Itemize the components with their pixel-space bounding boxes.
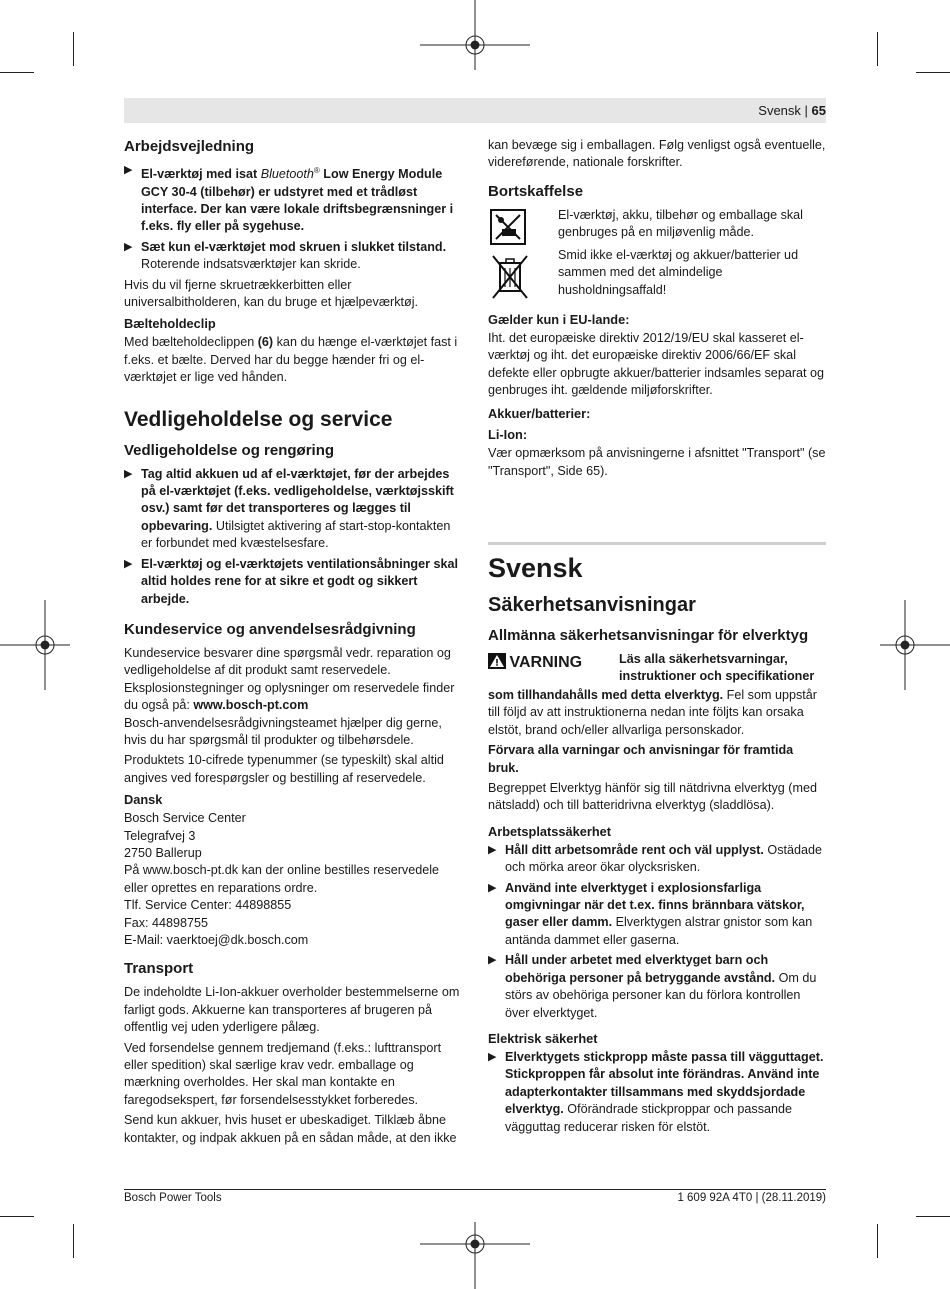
- subheading: Dansk: [124, 792, 163, 808]
- footer-brand: Bosch Power Tools: [124, 1192, 222, 1204]
- left-column: [124, 137, 460, 1150]
- crop-mark: [0, 1216, 34, 1217]
- footer-docnumber: 1 609 92A 4T0 | (28.11.2019): [677, 1192, 826, 1204]
- recycle-symbol-icon: [490, 209, 526, 245]
- page-label: Svensk: [758, 103, 801, 118]
- page-number: 65: [811, 103, 826, 118]
- bullet-triangle-icon: ▶: [488, 954, 497, 967]
- bullet-triangle-icon: ▶: [488, 843, 497, 856]
- crossed-out-bin-icon: [490, 253, 530, 301]
- list-item: ▶ Håll ditt arbetsområde rent och väl upplyst. Ostädade och mörka areor ökar olycksrisken.: [488, 842, 823, 875]
- list-item: ▶ Tag altid akkuen ud af el-værktøjet, før der arbejdes på el-værktøjet (f.eks. vedligeholdelse, værktøjsskift osv.) samt før det transporteres og lægges til opbevaring. Utilsigtet aktivering af start-stop-kontakten er forbundet med kvæstelsesfare.: [124, 466, 454, 551]
- bullet-triangle-icon: ▶: [488, 1050, 497, 1063]
- section-heading: Arbejdsvejledning: [124, 138, 255, 155]
- crop-mark: [73, 1224, 74, 1258]
- section-heading: Allmänna säkerhetsanvisningar för elverktyg: [488, 627, 809, 644]
- crop-mark: [916, 72, 950, 73]
- paragraph: Produktets 10-cifrede typenummer (se typeskilt) skal altid angives ved forespørgsler og bestilling af reservedele.: [124, 753, 444, 785]
- bullet-triangle-icon: ▶: [488, 881, 497, 894]
- subheading: Li-Ion:: [488, 427, 528, 443]
- subheading: Gælder kun i EU-lande:: [488, 311, 630, 327]
- list-item: ▶ Elverktygets stickpropp måste passa till vägguttaget. Stickproppen får absolut inte förändras. Använd inte adapterkontakter tillsammans med skyddsjordade elverktyg. Oförändrade stickproppar och passande vägguttag reducerar risken för elstöt.: [488, 1049, 824, 1134]
- registration-crosshair-icon: [420, 1222, 530, 1289]
- right-column: [488, 137, 826, 483]
- section-heading: Kundeservice og anvendelsesrådgivning: [124, 620, 416, 638]
- subheading: Elektrisk säkerhet: [488, 1030, 598, 1046]
- paragraph: kan bevæge sig i emballagen. Følg venligst også eventuelle, videreførende, nationale forskrifter.: [488, 138, 826, 170]
- bullet-triangle-icon: ▶: [124, 240, 133, 253]
- paragraph: El-værktøj, akku, tilbehør og emballage skal genbruges på en miljøvenlig måde.: [558, 207, 803, 240]
- address-block: Bosch Service Center Telegrafvej 3 2750 Ballerup På www.bosch-pt.dk kan der online bestilles reservedele eller oprettes en reparations ordre. Tlf. Service Center: 44898855 Fax: 44898755 E-Mail: vaerktoej@dk.bosch.com: [124, 811, 440, 947]
- paragraph: De indeholdte Li-Ion-akkuer overholder bestemmelserne om farligt gods. Akkuerne kan transporteres af brugeren på offentlig vej uden yderligere pålæg.: [124, 985, 460, 1035]
- crop-mark: [73, 32, 74, 66]
- crop-mark: [916, 1216, 950, 1217]
- registration-crosshair-icon: [880, 600, 950, 690]
- bullet-triangle-icon: ▶: [124, 164, 133, 176]
- paragraph: Send kun akkuer, hvis huset er ubeskadiget. Tilklæb åbne kontakter, og indpak akkuen på en sådan måde, at den ikke: [124, 1113, 457, 1145]
- registration-crosshair-icon: [0, 600, 70, 690]
- list-item: ▶ El-værktøj med isat Bluetooth® Low Energy Module GCY 30-4 (tilbehør) er udstyret med et trådløst interface. Der kan være lokale driftsbegrænsninger i f.eks. fly eller på sygehuse.: [124, 164, 454, 234]
- bullet-triangle-icon: ▶: [124, 467, 133, 480]
- paragraph: Kundeservice besvarer dine spørgsmål vedr. reparation og vedligeholdelse af dit produkt samt reservedele. Eksplosionstegninger og oplysninger om reservedele finder du også på: www.bosch-pt.com Bosch-anvendelsesrådgivningsteamet hjælper dig gerne, hvis du har spørgsmål til produkter og tilbehørsdele.: [124, 645, 455, 747]
- footer-rule: [124, 1189, 826, 1190]
- paragraph: Vær opmærksom på anvisningerne i afsnittet "Transport" (se "Transport", Side 65).: [488, 446, 826, 478]
- section-heading: Transport: [124, 960, 194, 978]
- paragraph: Förvara alla varningar och anvisningar för framtida bruk.: [488, 743, 794, 775]
- warning-block: VARNING Läs alla säkerhetsvarningar, instruktioner och specifikationer: [488, 651, 826, 687]
- paragraph: Iht. det europæiske direktiv 2012/19/EU skal kasseret el-værktøj og iht. det europæiske direktiv 2006/66/EF skal defekte eller opbrugte akkuer/batterier indsamles separat og genbruges iht. gældende miljøforskrifter.: [488, 330, 825, 398]
- subheading: Bælteholdeclip: [124, 316, 216, 332]
- list-item: ▶ Håll under arbetet med elverktyget barn och obehöriga personer på betryggande avstånd. Om du störs av obehöriga personer kan du förlora kontrollen över elverktyget.: [488, 953, 817, 1020]
- website-link[interactable]: www.bosch-pt.com: [193, 698, 309, 713]
- paragraph: Begreppet Elverktyg hänför sig till nätdrivna elverktyg (med nätsladd) och till batteridrivna elverktyg (sladdlösa).: [488, 781, 817, 813]
- paragraph: som tillhandahålls med detta elverktyg. Fel som uppstår till följd av att instruktionerna nedan inte följts kan orsaka elstöt, brand och/eller allvarliga personskador.: [488, 688, 817, 737]
- chapter-heading: Svensk: [488, 553, 583, 583]
- section-heading: Vedligeholdelse og rengøring: [124, 441, 335, 459]
- crop-mark: [877, 32, 878, 66]
- section-divider: [488, 542, 826, 545]
- list-item: ▶ El-værktøj og el-værktøjets ventilationsåbninger skal altid holdes rene for at sikre et godt og sikkert arbejde.: [124, 556, 459, 606]
- header-band: [124, 98, 826, 123]
- crop-mark: [877, 1224, 878, 1258]
- registration-crosshair-icon: [420, 0, 530, 70]
- section-heading: Säkerhetsanvisningar: [488, 594, 696, 616]
- paragraph: Ved forsendelse gennem tredjemand (f.eks.: lufttransport eller spedition) skal særlige krav vedr. emballage og mærkning overholdes. Her skal man kontakte en faregodsekspert, før forsendelsesstykket forberedes.: [124, 1040, 442, 1107]
- paragraph: Med bælteholdeclippen (6) kan du hænge el-værktøjet fast i f.eks. et bælte. Derved har du begge hænder fri og el-værktøjet er lige ved hånden.: [124, 335, 458, 385]
- right-column-lower: [488, 552, 826, 1139]
- list-item: ▶ Sæt kun el-værktøjet mod skruen i slukket tilstand. Roterende indsatsværktøjer kan skride.: [124, 239, 447, 272]
- paragraph: Hvis du vil fjerne skruetrækkerbitten eller universalbitholderen, kan du bruge et hjælpeværktøj.: [124, 277, 419, 310]
- chapter-heading: Vedligeholdelse og service: [124, 407, 393, 431]
- subheading: Akkuer/batterier:: [488, 406, 591, 422]
- list-item: ▶ Använd inte elverktyget i explosionsfarliga omgivningar när det t.ex. finns brännbara vätskor, gaser eller damm. Elverktygen alstrar gnistor som kan antända dammet eller gaserna.: [488, 880, 813, 947]
- paragraph: Smid ikke el-værktøj og akkuer/batterier ud sammen med det almindelige husholdningsaffald!: [558, 247, 799, 297]
- bullet-triangle-icon: ▶: [124, 557, 133, 570]
- disposal-block: [488, 207, 826, 301]
- warning-triangle-icon: [488, 653, 506, 669]
- subheading: Arbetsplatssäkerhet: [488, 823, 612, 839]
- crop-mark: [0, 72, 34, 73]
- warning-label: VARNING: [488, 653, 582, 672]
- page-header: Svensk | 65: [758, 103, 826, 118]
- section-heading: Bortskaffelse: [488, 182, 584, 200]
